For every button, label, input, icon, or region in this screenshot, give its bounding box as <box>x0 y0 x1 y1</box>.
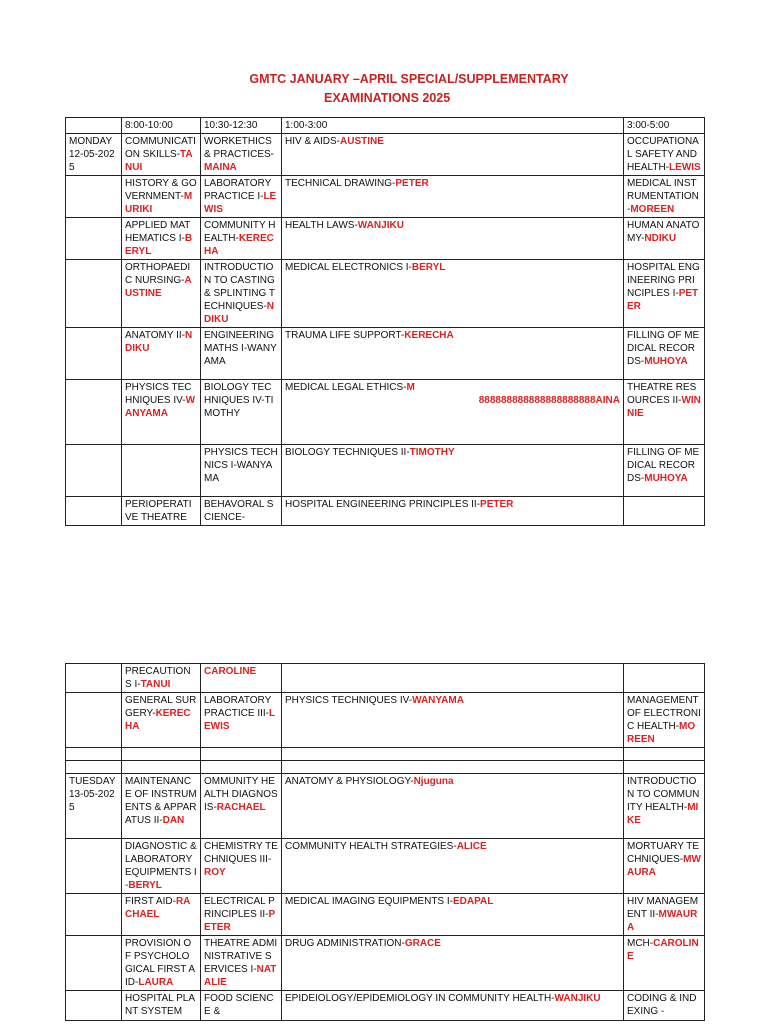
lecturer-name: WANJIKU <box>357 220 404 231</box>
course-name: INTRODUCTION TO CASTING & SPLINTING TECHNIQUES- <box>204 262 275 312</box>
day-cell <box>66 328 122 380</box>
exam-cell <box>122 328 201 380</box>
table-row <box>66 936 705 991</box>
course-name: MEDICAL LEGAL ETHICS- <box>285 382 407 393</box>
exam-cell <box>624 894 705 936</box>
lecturer-name: Njuguna <box>413 776 454 787</box>
table-row <box>66 260 705 328</box>
exam-cell <box>282 761 624 774</box>
course-name: WORKETHICS & PRACTICES- <box>204 136 275 160</box>
exam-cell <box>201 664 282 693</box>
exam-cell <box>624 664 705 693</box>
course-name: MEDICAL IMAGING EQUIPMENTS I- <box>285 896 453 907</box>
time-slot-header: 8:00-10:00 <box>122 118 201 134</box>
table-row <box>66 774 705 839</box>
exam-cell <box>122 176 201 218</box>
course-name: LABORATORY PRACTICE III- <box>204 695 272 719</box>
lecturer-name: BERYL <box>125 233 193 257</box>
course-name: BIOLOGY TECHNIQUES II- <box>285 447 410 458</box>
exam-cell <box>122 260 201 328</box>
exam-cell <box>282 176 624 218</box>
exam-cell <box>282 134 624 176</box>
exam-cell <box>624 445 705 497</box>
exam-cell <box>122 380 201 445</box>
day-cell <box>66 991 122 1021</box>
exam-cell <box>282 991 624 1021</box>
lecturer-name: MWAURA <box>627 854 701 878</box>
exam-cell <box>282 380 624 445</box>
day-cell <box>66 774 122 839</box>
exam-cell <box>201 176 282 218</box>
course-name: MONDAY 12-05-2025 <box>69 136 115 173</box>
exam-cell <box>122 748 201 761</box>
lecturer-name: MIKE <box>627 802 699 826</box>
table-row <box>66 134 705 176</box>
document-title-line-1: GMTC JANUARY –APRIL SPECIAL/SUPPLEMENTARY <box>249 72 569 86</box>
exam-cell <box>282 774 624 839</box>
exam-cell <box>122 991 201 1021</box>
day-cell <box>66 260 122 328</box>
day-cell <box>66 936 122 991</box>
lecturer-name: NDIKU <box>204 301 275 325</box>
exam-cell <box>122 693 201 748</box>
course-name: DRUG ADMINISTRATION- <box>285 938 405 949</box>
exam-cell <box>201 774 282 839</box>
day-cell <box>66 380 122 445</box>
exam-cell <box>201 693 282 748</box>
table-row <box>66 748 705 761</box>
table-row <box>66 693 705 748</box>
lecturer-name: PETER <box>627 288 699 312</box>
day-cell <box>66 176 122 218</box>
day-cell <box>66 218 122 260</box>
exam-cell <box>624 748 705 761</box>
lecturer-name: M <box>406 382 415 393</box>
course-name: INTRODUCTION TO COMMUNITY HEALTH- <box>627 776 700 813</box>
course-name: THEATRE RESOURCES II- <box>627 382 697 406</box>
lecturer-name: MOREEN <box>630 204 675 215</box>
day-cell <box>66 748 122 761</box>
course-name: BIOLOGY TECHNIQUES IV-TIMOTHY <box>204 382 274 419</box>
exam-cell <box>122 497 201 526</box>
course-name: OMMUNITY HEALTH DIAGNOSIS- <box>204 776 278 813</box>
course-name: PHYSICS TECHNIQUES IV- <box>125 382 192 406</box>
table-row <box>66 664 705 693</box>
exam-cell <box>282 693 624 748</box>
exam-cell <box>122 134 201 176</box>
lecturer-name: NDIKU <box>644 233 677 244</box>
exam-cell <box>282 497 624 526</box>
exam-cell <box>201 936 282 991</box>
lecturer-name: KERECHA <box>404 330 454 341</box>
exam-cell <box>122 218 201 260</box>
time-slot-header: 3:00-5:00 <box>624 118 705 134</box>
table-row <box>66 380 705 445</box>
day-cell <box>66 497 122 526</box>
lecturer-name: ALICE <box>456 841 487 852</box>
course-name: FILLING OF MEDICAL RECORDS- <box>627 447 700 484</box>
exam-cell <box>201 839 282 894</box>
course-name: PERIOPERATIVE THEATRE <box>125 499 192 523</box>
course-name: THEATRE ADMINISTRATIVE SERVICES I- <box>204 938 278 975</box>
lecturer-name: NDIKU <box>125 330 193 354</box>
exam-cell <box>201 894 282 936</box>
exam-cell <box>201 218 282 260</box>
exam-cell <box>122 839 201 894</box>
table-row <box>66 218 705 260</box>
exam-cell <box>624 839 705 894</box>
day-cell <box>66 761 122 774</box>
lecturer-name: ROY <box>204 867 226 878</box>
exam-cell <box>122 664 201 693</box>
lecturer-name: RACHAEL <box>125 896 191 920</box>
lecturer-name: LAURA <box>138 977 174 988</box>
table-row <box>66 497 705 526</box>
course-name: MORTUARY TECHNIQUES- <box>627 841 700 865</box>
exam-cell <box>201 748 282 761</box>
course-name: COMMUNITY HEALTH- <box>204 220 276 244</box>
course-name: HUMAN ANATOMY- <box>627 220 700 244</box>
lecturer-name: MUHOYA <box>644 356 688 367</box>
day-cell <box>66 445 122 497</box>
lecturer-name: PETER <box>395 178 429 189</box>
exam-timetable-page-2 <box>65 663 705 1021</box>
lecturer-name: MWAURA <box>627 909 698 933</box>
time-slot-header <box>66 118 122 134</box>
course-name: ANATOMY & PHYSIOLOGY- <box>285 776 414 787</box>
exam-cell <box>624 693 705 748</box>
lecturer-name: GRACE <box>404 938 441 949</box>
table-row <box>66 991 705 1021</box>
lecturer-name: LEWIS <box>204 708 276 732</box>
exam-cell <box>282 748 624 761</box>
day-cell <box>66 894 122 936</box>
course-name: ORTHOPAEDIC NURSING- <box>125 262 191 286</box>
course-name: FOOD SCIENCE & <box>204 993 274 1017</box>
lecturer-name: BERYL <box>411 262 446 273</box>
course-name: HOSPITAL ENGINEERING PRINCIPLES I- <box>627 262 700 299</box>
course-name: MCH- <box>627 938 654 949</box>
exam-cell <box>122 774 201 839</box>
lecturer-name: MAINA <box>204 162 237 173</box>
course-name: TUESDAY 13-05-2025 <box>69 776 116 813</box>
course-name: LABORATORY PRACTICE I- <box>204 178 272 202</box>
lecturer-name: TIMOTHY <box>409 447 455 458</box>
lecturer-name: AUSTINE <box>340 136 384 147</box>
document-title-line-2: EXAMINATIONS 2025 <box>324 91 451 105</box>
course-name: ANATOMY II- <box>125 330 186 341</box>
lecturer-name: WANJIKU <box>554 993 601 1004</box>
exam-cell <box>624 761 705 774</box>
exam-cell <box>624 380 705 445</box>
course-name: EPIDEIOLOGY/EPIDEMIOLOGY IN COMMUNITY HEALTH- <box>285 993 555 1004</box>
lecturer-name: WANYAMA <box>412 695 464 706</box>
table-row <box>66 176 705 218</box>
exam-cell <box>624 497 705 526</box>
course-name: COMMUNITY HEALTH STRATEGIES- <box>285 841 457 852</box>
table-row <box>66 761 705 774</box>
exam-cell <box>624 134 705 176</box>
exam-cell <box>122 761 201 774</box>
lecturer-name: TANUI <box>140 679 171 690</box>
exam-cell <box>201 761 282 774</box>
exam-cell <box>201 380 282 445</box>
course-name: MEDICAL ELECTRONICS I- <box>285 262 412 273</box>
course-name: HISTORY & GOVERNMENT- <box>125 178 197 202</box>
lecturer-name: NATALIE <box>204 964 277 988</box>
lecturer-name: LEWIS <box>669 162 701 173</box>
lecturer-name: MURIKI <box>125 191 193 215</box>
course-name: MEDICAL INSTRUMENTATION- <box>627 178 699 215</box>
course-name: DIAGNOSTIC & LABORATORY EQUIPMENTS I- <box>125 841 197 891</box>
lecturer-name: MOREEN <box>627 721 696 745</box>
course-name: HIV MANAGEMENT II- <box>627 896 699 920</box>
course-name: HIV & AIDS- <box>285 136 341 147</box>
exam-cell <box>282 328 624 380</box>
exam-cell <box>282 260 624 328</box>
lecturer-name: WINNIE <box>627 395 701 419</box>
exam-cell <box>201 445 282 497</box>
exam-cell <box>624 260 705 328</box>
table-row <box>66 445 705 497</box>
day-cell <box>66 839 122 894</box>
lecturer-name: TANUI <box>125 149 193 173</box>
course-name: COMMUNICATION SKILLS- <box>125 136 196 160</box>
time-slot-header: 10:30-12:30 <box>201 118 282 134</box>
lecturer-name: KERECHA <box>125 708 191 732</box>
lecturer-name: RACHAEL <box>216 802 266 813</box>
exam-cell <box>201 328 282 380</box>
course-name: TECHNICAL DRAWING- <box>285 178 396 189</box>
time-slot-header-row <box>66 118 705 134</box>
lecturer-name: DAN <box>162 815 185 826</box>
lecturer-name: MUHOYA <box>644 473 688 484</box>
time-slot-header: 1:00-3:00 <box>282 118 624 134</box>
course-name: MANAGEMENT OF ELECTRONIC HEALTH- <box>627 695 701 732</box>
exam-cell <box>282 218 624 260</box>
course-name: HEALTH LAWS- <box>285 220 358 231</box>
exam-cell <box>122 936 201 991</box>
exam-cell <box>624 991 705 1021</box>
course-name: TRAUMA LIFE SUPPORT- <box>285 330 405 341</box>
course-name: APPLIED MATHEMATICS I- <box>125 220 191 244</box>
exam-cell <box>624 936 705 991</box>
course-name: ELECTRICAL PRINCIPLES II- <box>204 896 275 920</box>
lecturer-name: AUSTINE <box>125 275 192 299</box>
course-name: OCCUPATIONAL SAFETY AND HEALTH- <box>627 136 699 173</box>
course-name: CODING & INDEXING - <box>627 993 697 1017</box>
course-name: FILLING OF MEDICAL RECORDS- <box>627 330 700 367</box>
exam-timetable-page-1 <box>65 117 705 526</box>
lecturer-name: BERYL <box>128 880 162 891</box>
exam-cell <box>624 774 705 839</box>
exam-cell <box>282 664 624 693</box>
lecturer-name: PETER <box>204 909 276 933</box>
exam-cell <box>201 260 282 328</box>
lecturer-name: LEWIS <box>204 191 277 215</box>
course-name: PHYSICS TECHNIQUES IV- <box>285 695 413 706</box>
lecturer-name: CAROLINE <box>204 666 257 677</box>
lecturer-name-overflow: 888888888888888888888AINA <box>478 395 620 406</box>
lecturer-name: CAROLINE <box>627 938 699 962</box>
course-name: HOSPITAL PLANT SYSTEM <box>125 993 196 1017</box>
exam-cell <box>201 134 282 176</box>
course-name: FIRST AID- <box>125 896 176 907</box>
course-name: HOSPITAL ENGINEERING PRINCIPLES II- <box>285 499 481 510</box>
lecturer-name: EDAPAL <box>452 896 494 907</box>
exam-cell <box>122 445 201 497</box>
exam-cell <box>201 497 282 526</box>
lecturer-name: KERECHA <box>204 233 274 257</box>
course-name: GENERAL SURGERY- <box>125 695 197 719</box>
course-name: MAINTENANCE OF INSTRUMENTS & APPARATUS II- <box>125 776 197 826</box>
exam-cell <box>624 176 705 218</box>
day-cell <box>66 664 122 693</box>
lecturer-name: PETER <box>480 499 514 510</box>
course-name: PHYSICS TECHNICS I-WANYAMA <box>204 447 278 484</box>
course-name: PROVISION OF PSYCHOLOGICAL FIRST AID- <box>125 938 196 988</box>
lecturer-name: WANYAMA <box>125 395 196 419</box>
course-name: CHEMISTRY TECHNIQUES III- <box>204 841 278 865</box>
table-row <box>66 328 705 380</box>
exam-cell <box>624 218 705 260</box>
exam-cell <box>282 894 624 936</box>
exam-cell <box>282 839 624 894</box>
course-name: ENGINEERING MATHS I-WANYAMA <box>204 330 277 367</box>
exam-cell <box>282 445 624 497</box>
day-cell <box>66 134 122 176</box>
exam-cell <box>122 894 201 936</box>
exam-cell <box>282 936 624 991</box>
day-cell <box>66 693 122 748</box>
course-name: PRECAUTIONS I- <box>125 666 191 690</box>
exam-cell <box>201 991 282 1021</box>
exam-cell <box>624 328 705 380</box>
table-row <box>66 894 705 936</box>
table-row <box>66 839 705 894</box>
course-name: BEHAVORAL SCIENCE- <box>204 499 274 523</box>
